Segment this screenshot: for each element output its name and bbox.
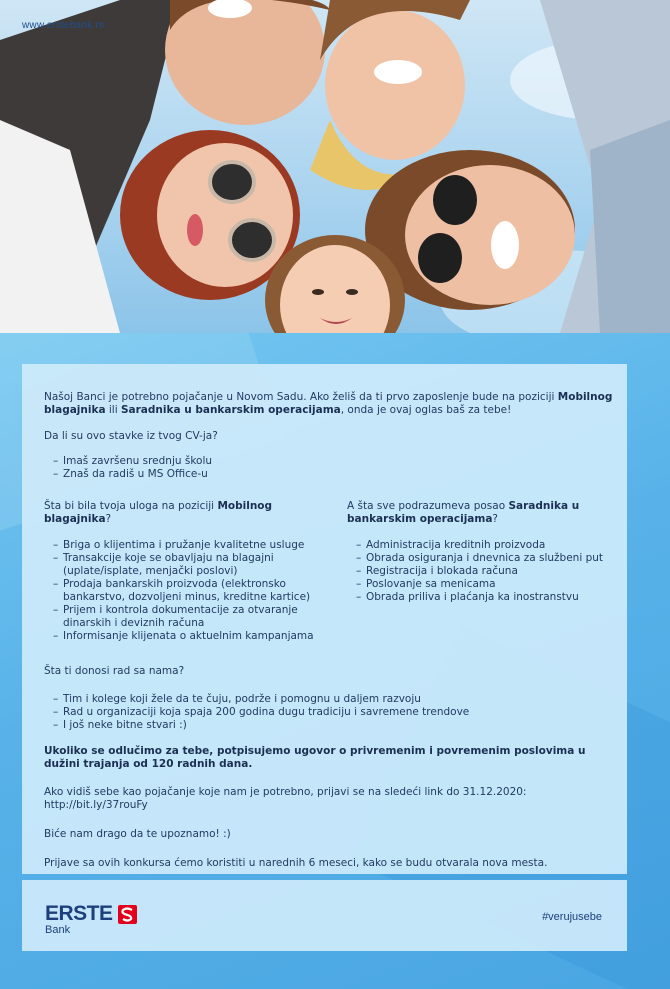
closing-greeting: Biće nam drago da te upoznamo! :) xyxy=(44,828,231,840)
position-mobile-cashier: Mobilnog blagajnika xyxy=(44,391,613,416)
intro-paragraph: Našoj Banci je potrebno pojačanje u Novom Sadu. Ako želiš da ti prvo zaposlenje bude na poziciji Mobilnog blagajnika ili Saradnika u bankarskim operacijama, onda je ovaj oglas baš za tebe! xyxy=(44,391,613,416)
list-item: – Poslovanje sa menicama xyxy=(347,578,637,591)
operations-list xyxy=(347,539,637,604)
list-item: – Registracija i blokada računa xyxy=(347,565,637,578)
list-item: – Prijem i kontrola dokumentacije za otvaranje dinarskih i deviznih računa xyxy=(44,604,336,630)
applications-note: Prijave sa ovih konkursa ćemo koristiti u narednih 6 meseci, kako se budu otvarala nova mesta. xyxy=(44,857,548,869)
list-item: – Tim i kolege koji žele da te čuju, podrže i pomognu u daljem razvoju xyxy=(44,693,616,706)
job-ad-panel xyxy=(22,364,627,874)
contract-note: Ukoliko se odlučimo za tebe, potpisujemo ugovor o privremenim i povremenim poslovima u dužini trajanja od 120 radnih dana. xyxy=(44,745,586,770)
position-operations-associate: Saradnika u bankarskim operacijama xyxy=(120,404,341,416)
list-item: – Prodaja bankarskih proizvoda (elektronsko bankarstvo, dozvoljeni minus, kreditne kartice) xyxy=(44,578,336,604)
apply-instructions[interactable]: Ako vidiš sebe kao pojačanje koje nam je potrebno, prijavi se na sledeći link do 31.12.2020: http://bit.ly/37rouFy xyxy=(44,786,527,811)
website-url[interactable]: www.erstebank.rs xyxy=(22,20,105,31)
logo-bank-label: Bank xyxy=(45,924,71,936)
erste-bank-logo xyxy=(45,902,113,936)
mobile-cashier-section xyxy=(44,500,336,643)
list-item: – Obrada priliva i plaćanja ka inostranstvu xyxy=(347,591,637,604)
list-item: – Znaš da radiš u MS Office-u xyxy=(44,468,616,481)
hashtag: #verujusebe xyxy=(542,911,602,923)
footer-panel xyxy=(22,880,627,951)
benefits-list xyxy=(44,693,616,732)
operations-heading: A šta sve podrazumeva posao Saradnika u bankarskim operacijama? xyxy=(347,500,580,525)
list-item: – Transakcije koje se obavljaju na blagajni (uplate/isplate, menjački poslovi) xyxy=(44,552,336,578)
list-item: – Informisanje klijenata o aktuelnim kampanjama xyxy=(44,630,336,643)
erste-s-icon xyxy=(118,905,137,924)
list-item: – Imaš završenu srednju školu xyxy=(44,455,616,468)
hero-photo xyxy=(0,0,670,333)
operations-section xyxy=(347,500,637,604)
list-item: – Administracija kreditnih proizvoda xyxy=(347,539,637,552)
list-item: – Obrada osiguranja i dnevnica za službeni put xyxy=(347,552,637,565)
benefits-question: Šta ti donosi rad sa nama? xyxy=(44,665,185,677)
logo-wordmark: ERSTE xyxy=(45,902,113,925)
list-item: – Rad u organizaciji koja spaja 200 godina dugu tradiciju i savremene trendove xyxy=(44,706,616,719)
cv-list xyxy=(44,455,616,481)
cv-question: Da li su ovo stavke iz tvog CV-ja? xyxy=(44,430,218,442)
list-item: – Briga o klijentima i pružanje kvalitetne usluge xyxy=(44,539,336,552)
mobile-cashier-heading: Šta bi bila tvoja uloga na poziciji Mobilnog blagajnika? xyxy=(44,500,273,525)
mobile-cashier-list xyxy=(44,539,336,643)
list-item: – I još neke bitne stvari :) xyxy=(44,719,616,732)
group-of-friends-illustration xyxy=(0,0,670,333)
